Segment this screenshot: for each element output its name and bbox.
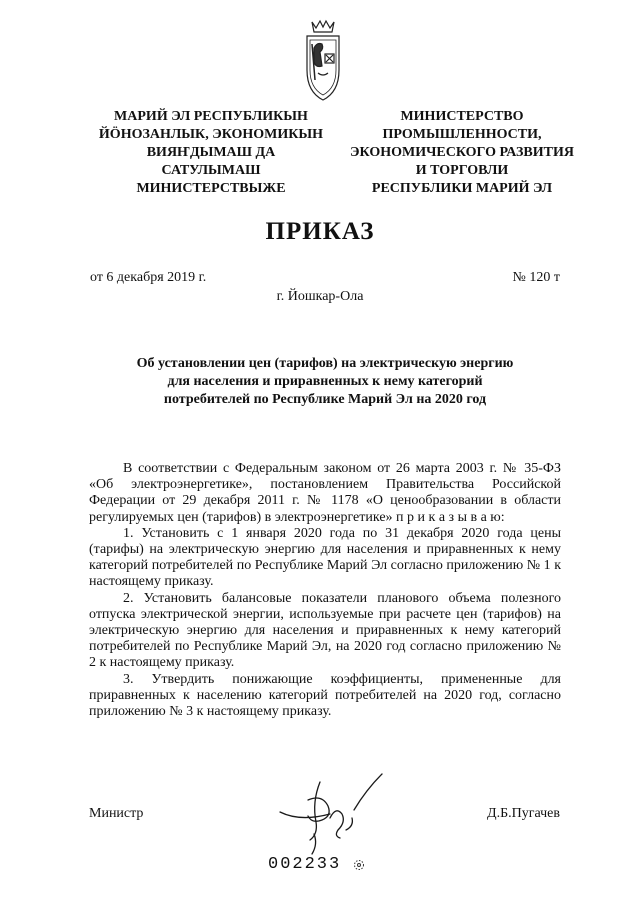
subject-line: Об установлении цен (тарифов) на электрическую энергию [136, 356, 514, 371]
body-item: 3. Утвердить понижающие коэффициенты, примененные для приравненных к населению категорий потребителей на 2020 год, согласно приложению № 3 к настоящему приказу. [89, 671, 561, 720]
document-serial-number: 002233 [268, 855, 342, 874]
header-right-ministry-russian [346, 108, 578, 198]
header-left-line: ЙӦНОЗАНЛЫК, ЭКОНОМИКЫН [98, 127, 324, 142]
signatory-name: Д.Б.Пугачев [487, 806, 560, 821]
header-left-line: МИНИСТЕРСТВЫЖЕ [136, 181, 286, 196]
document-title: ПРИКАЗ [265, 218, 375, 245]
document-number: № 120 т [512, 270, 560, 285]
order-word: п р и к а з ы в а ю: [396, 509, 505, 525]
document-city: г. Йошкар-Ола [276, 289, 364, 304]
header-left-line: САТУЛЫМАШ [161, 163, 261, 178]
header-right-line: ЭКОНОМИЧЕСКОГО РАЗВИТИЯ [350, 145, 574, 160]
document-body [89, 461, 561, 720]
header-right-line: МИНИСТЕРСТВО [400, 109, 524, 124]
document-date: от 6 декабря 2019 г. [90, 270, 207, 285]
header-left-line: ВИЯҤДЫМАШ ДА [146, 145, 276, 160]
body-intro-text: В соответствии с Федеральным законом от 26 марта 2003 г. № 35-ФЗ «Об электроэнергетике», постановлением Правительства Российской Федерации от 29 декабря 2011 г. № 1178 «О ценообразовании в области регулируемых цен (тарифов) в электроэнергетике» [89, 461, 561, 525]
handwritten-signature [250, 770, 400, 860]
header-left-line: МАРИЙ ЭЛ РЕСПУБЛИКЫН [114, 109, 308, 124]
subject-line: потребителей по Республике Марий Эл на 2020 год [163, 392, 487, 407]
body-item: 1. Установить с 1 января 2020 года по 31 декабря 2020 года цены (тарифы) на электрическую энергию для населения и приравненных к нему категорий потребителей по Республике Марий Эл согласно приложению № 1 к настоящему приказу. [89, 525, 561, 590]
subject-line: для населения и приравненных к нему категорий [167, 374, 483, 389]
document-subject [110, 355, 540, 409]
signatory-title: Министр [89, 806, 144, 821]
body-intro-paragraph [89, 461, 561, 526]
body-item: 2. Установить балансовые показатели планового объема полезного отпуска электрической энергии, используемые при расчете цен (тарифов) на электрическую энергию для населения и приравненных к нему категорий потребителей по Республике Марий Эл, на 2020 год согласно приложению № 2 к настоящему приказу. [89, 590, 561, 671]
header-right-line: И ТОРГОВЛИ [415, 163, 509, 178]
seal-mark-icon [352, 858, 366, 872]
header-left-ministry-mari [96, 108, 326, 198]
coat-of-arms-icon [298, 18, 348, 106]
header-right-line: РЕСПУБЛИКИ МАРИЙ ЭЛ [371, 181, 553, 196]
header-right-line: ПРОМЫШЛЕННОСТИ, [382, 127, 542, 142]
